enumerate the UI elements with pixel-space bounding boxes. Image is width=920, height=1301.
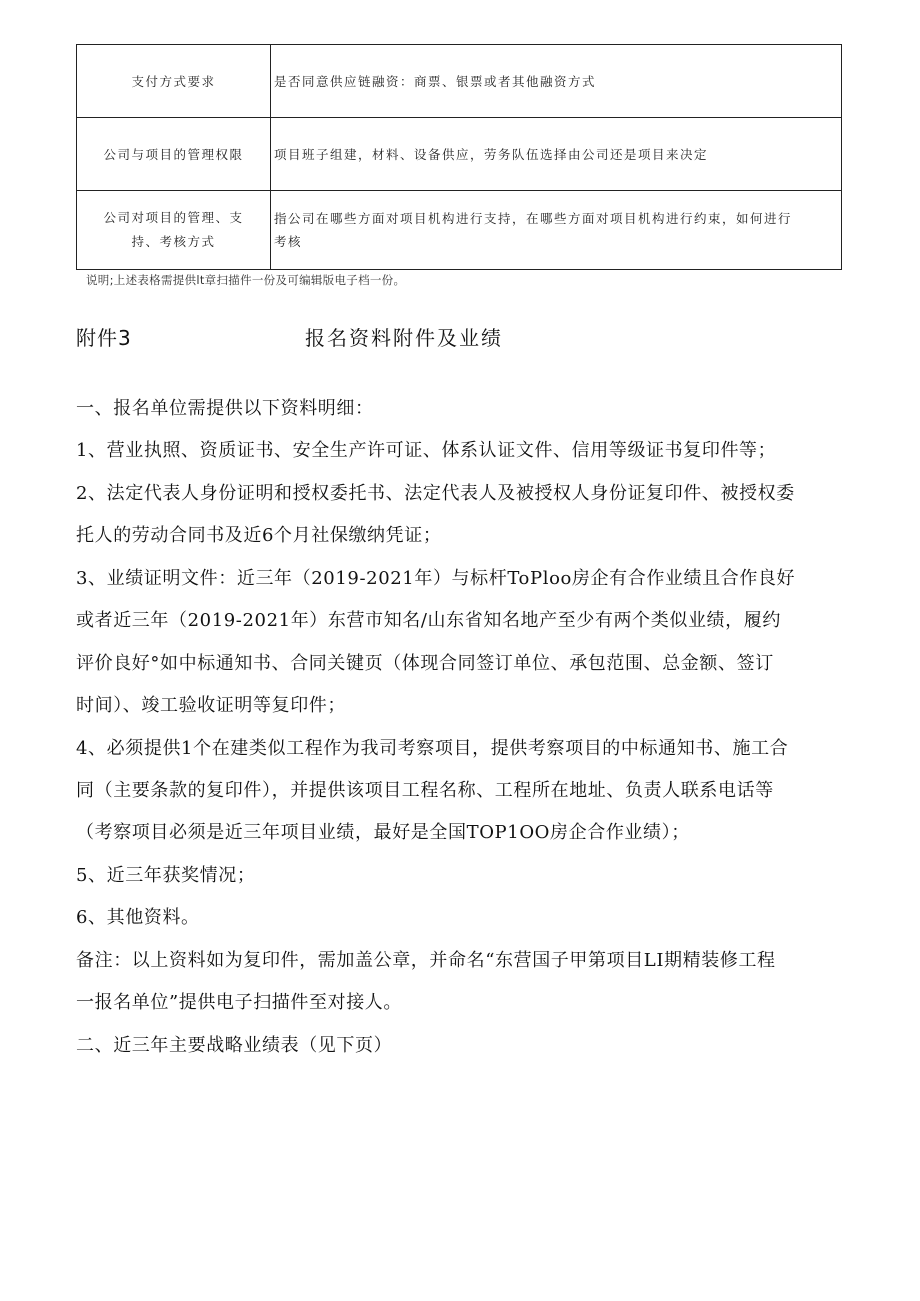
table-row bbox=[77, 118, 842, 191]
paragraph-line: 时间）、竣工验收证明等复印件； bbox=[76, 695, 346, 716]
attachment-number: 附件3 bbox=[76, 326, 132, 350]
paragraph-line: 评价良好°如中标通知书、合同关键页（体现合同签订单位、承包范围、总金额、签订 bbox=[76, 653, 774, 674]
paragraph-line: 1、营业执照、资质证书、安全生产许可证、体系认证文件、信用等级证书复印件等； bbox=[76, 440, 777, 461]
row-value-line: 指公司在哪些方面对项目机构进行支持，在哪些方面对项目机构进行约束，如何进行 bbox=[274, 211, 793, 226]
table-note: 说明;上述表格需提供lt章扫描件一份及可编辑版电子档一份。 bbox=[86, 273, 406, 287]
paragraph-line: 4、必须提供1个在建类似工程作为我司考察项目，提供考察项目的中标通知书、施工合 bbox=[76, 738, 789, 759]
paragraph-line: 5、近三年获奖情况； bbox=[76, 865, 256, 886]
row-label: 支付方式要求 bbox=[77, 45, 271, 118]
paragraph-line: （考察项目必须是近三年项目业绩，最好是全国TOP1OO房企合作业绩）； bbox=[76, 822, 690, 843]
requirements-table bbox=[76, 44, 842, 270]
paragraph-line: 同（主要条款的复印件），并提供该项目工程名称、工程所在地址、负责人联系电话等 bbox=[76, 780, 774, 801]
table-row bbox=[77, 45, 842, 118]
row-value-line: 考核 bbox=[274, 234, 303, 249]
row-label-line: 公司对项目的管理、支 bbox=[103, 210, 244, 225]
section-heading: 二、近三年主要战略业绩表（见下页） bbox=[76, 1035, 393, 1056]
remark-line: 一报名单位”提供电子扫描件至对接人。 bbox=[76, 992, 403, 1013]
row-value: 项目班子组建，材料、设备供应，劳务队伍选择由公司还是项目来决定 bbox=[271, 118, 842, 191]
paragraph-line: 2、法定代表人身份证明和授权委托书、法定代表人及被授权人身份证复印件、被授权委 bbox=[76, 483, 795, 504]
paragraph-line: 3、业绩证明文件：近三年（2019-2021年）与标杆ToPloo房企有合作业绩且合作良好 bbox=[76, 568, 796, 589]
paragraph-line: 6、其他资料。 bbox=[76, 907, 200, 928]
section-heading: 一、报名单位需提供以下资料明细： bbox=[76, 398, 374, 419]
remark-line: 备注：以上资料如为复印件，需加盖公章，并命名“东营国子甲第项目LI期精装修工程 bbox=[76, 950, 776, 971]
table-row bbox=[77, 191, 842, 270]
row-label bbox=[77, 191, 271, 270]
row-label: 公司与项目的管理权限 bbox=[77, 118, 271, 191]
row-value: 是否同意供应链融资：商票、银票或者其他融资方式 bbox=[271, 45, 842, 118]
paragraph-line: 托人的劳动合同书及近6个月社保缴纳凭证； bbox=[76, 525, 442, 546]
attachment-title: 报名资料附件及业绩 bbox=[305, 326, 503, 350]
row-value bbox=[271, 191, 842, 270]
row-label-line: 持、考核方式 bbox=[131, 234, 216, 249]
paragraph-line: 或者近三年（2019-2021年）东营市知名/山东省知名地产至少有两个类似业绩，履约 bbox=[76, 610, 781, 631]
